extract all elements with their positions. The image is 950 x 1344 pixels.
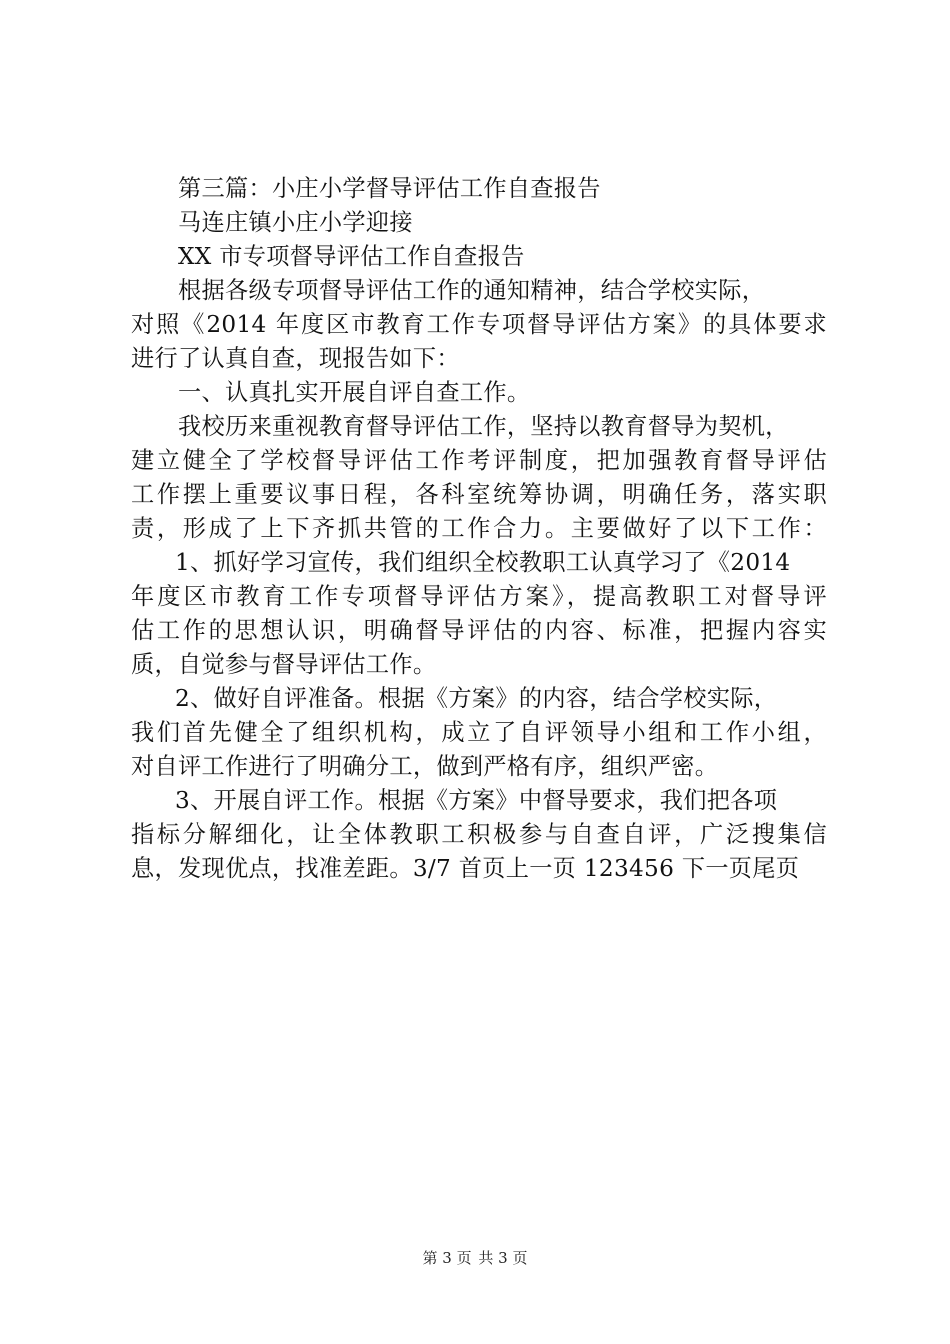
paragraph-line: 3、开展自评工作。根据《方案》中督导要求，我们把各项 bbox=[175, 787, 778, 814]
section-title: 第三篇：小庄小学督导评估工作自查报告 bbox=[178, 175, 601, 202]
page-footer bbox=[0, 1248, 950, 1268]
paragraph-line: 指标分解细化，让全体教职工积极参与自查自评，广泛搜集信 bbox=[131, 821, 827, 848]
subtitle-line-2: XX 市专项督导评估工作自查报告 bbox=[178, 243, 525, 270]
paragraph-line: 对照《2014 年度区市教育工作专项督导评估方案》的具体要求 bbox=[131, 311, 827, 338]
paragraph-line: 建立健全了学校督导评估工作考评制度，把加强教育督导评估 bbox=[131, 447, 827, 474]
paragraph-line: 1、抓好学习宣传，我们组织全校教职工认真学习了《2014 bbox=[175, 549, 791, 576]
page-number: 第 3 页 bbox=[422, 1249, 472, 1267]
paragraph-line: 2、做好自评准备。根据《方案》的内容，结合学校实际， bbox=[175, 685, 778, 712]
page-total: 共 3 页 bbox=[478, 1249, 528, 1267]
paragraph-line: 责，形成了上下齐抓共管的工作合力。主要做好了以下工作： bbox=[131, 515, 827, 542]
paragraph-line: 息，发现优点，找准差距。3/7 首页上一页 123456 下一页尾页 bbox=[131, 855, 800, 882]
paragraph-line: 我们首先健全了组织机构，成立了自评领导小组和工作小组， bbox=[131, 719, 827, 746]
paragraph-line: 对自评工作进行了明确分工，做到严格有序，组织严密。 bbox=[131, 753, 719, 780]
paragraph-line: 工作摆上重要议事日程，各科室统筹协调，明确任务，落实职 bbox=[131, 481, 827, 508]
paragraph-line: 根据各级专项督导评估工作的通知精神，结合学校实际， bbox=[178, 277, 766, 304]
paragraph-line: 年度区市教育工作专项督导评估方案》，提高教职工对督导评 bbox=[131, 583, 827, 610]
subtitle-line-1: 马连庄镇小庄小学迎接 bbox=[178, 209, 413, 236]
heading-line: 一、认真扎实开展自评自查工作。 bbox=[178, 379, 531, 406]
paragraph-line: 质，自觉参与督导评估工作。 bbox=[131, 651, 437, 678]
paragraph-line: 我校历来重视教育督导评估工作，坚持以教育督导为契机， bbox=[178, 413, 789, 440]
paragraph-line: 进行了认真自查，现报告如下： bbox=[131, 345, 460, 372]
paragraph-line: 估工作的思想认识，明确督导评估的内容、标准，把握内容实 bbox=[131, 617, 827, 644]
document-body bbox=[131, 172, 827, 886]
